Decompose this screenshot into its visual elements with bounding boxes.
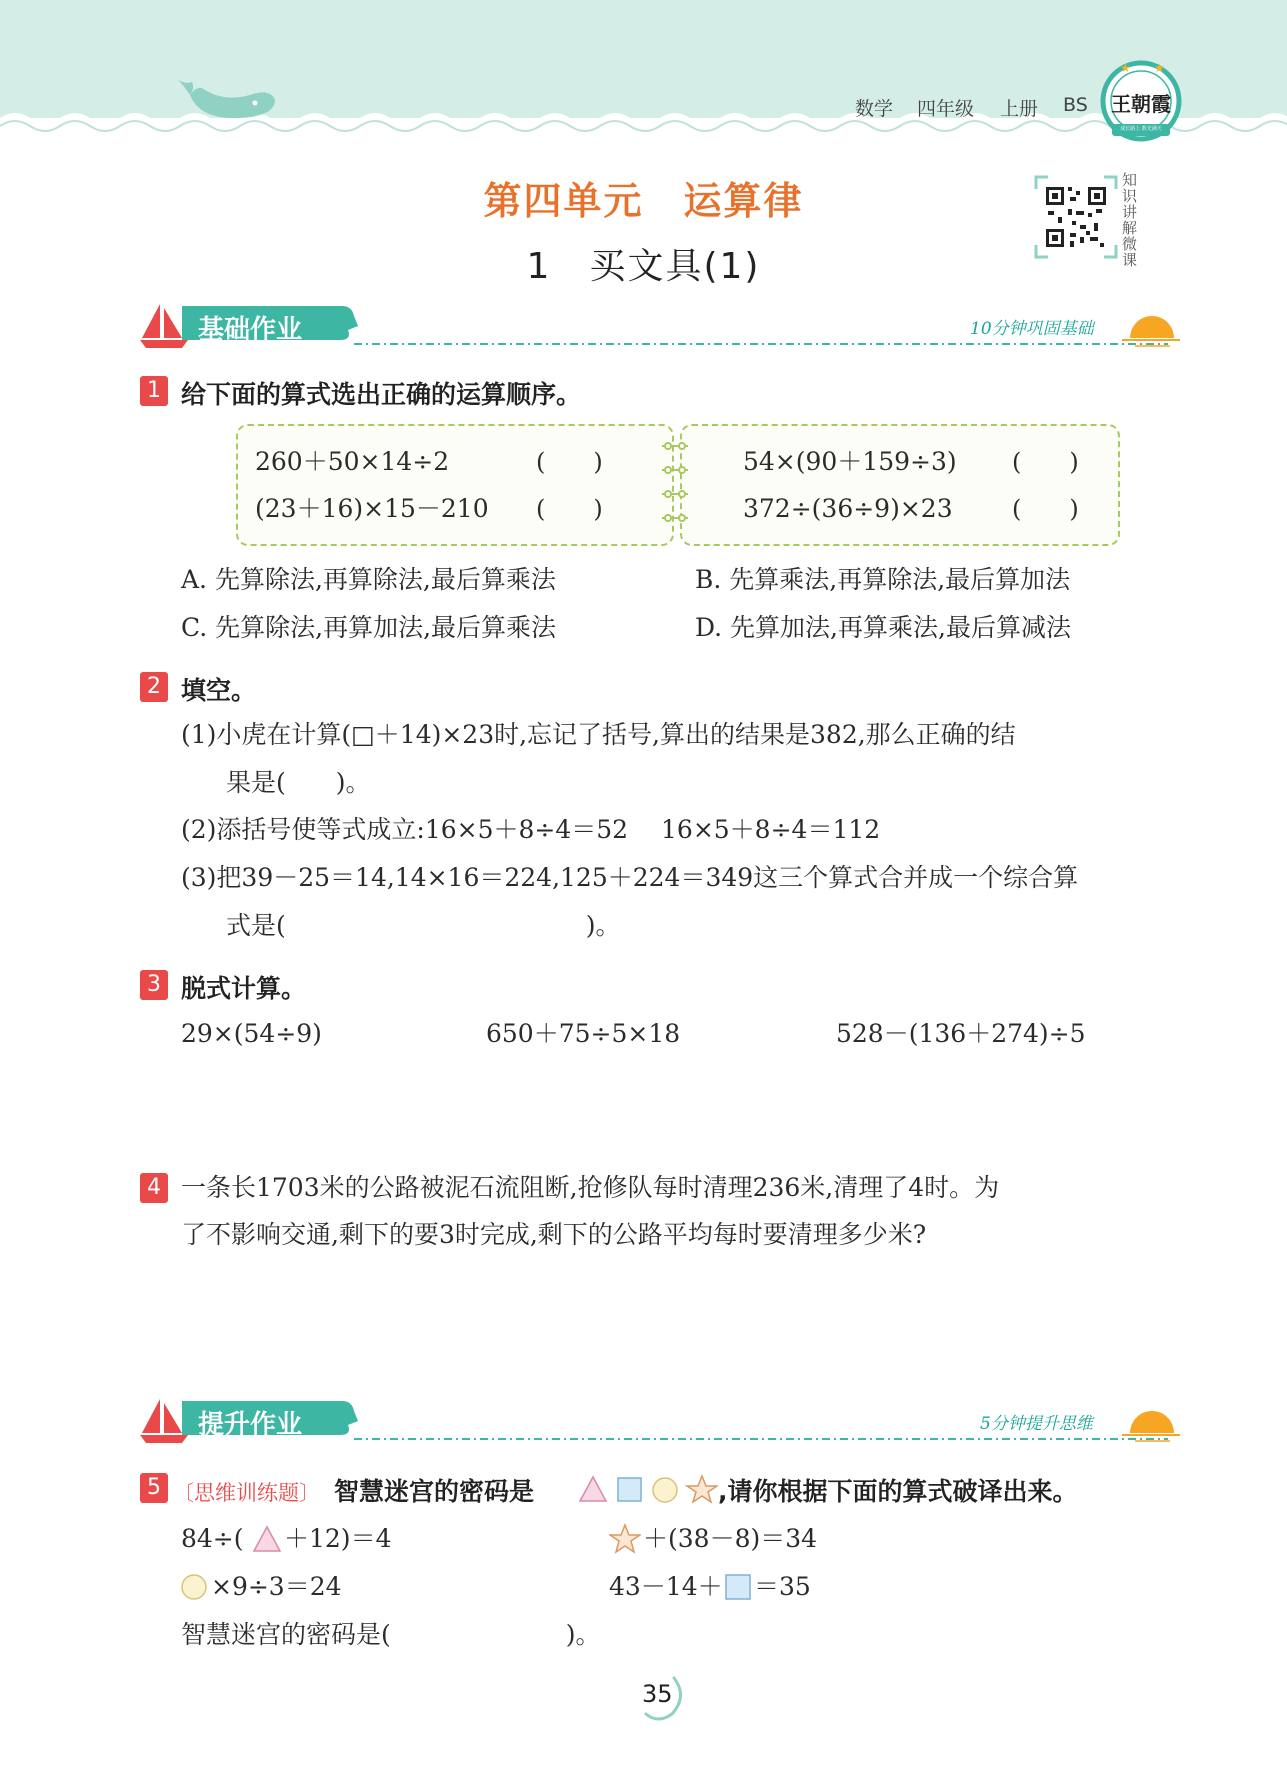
answer-blank[interactable]: ( ) [1012,448,1079,476]
expression-box-left [236,424,674,546]
section-banner-basic [140,300,1180,350]
q2-part1-line1: (1)小虎在计算(□＋14)×23时,忘记了括号,算出的结果是382,那么正确的结 [181,720,1016,749]
circle-icon [179,1572,209,1602]
sun-icon [1122,316,1180,346]
calc-expression: 29×(54÷9) [181,1019,322,1048]
question-title: 脱式计算。 [181,974,307,1003]
option-a: A. 先算除法,再算除法,最后算乘法 [181,565,556,594]
question-title: 填空。 [181,676,257,705]
equation-part: ＋(38－8)＝34 [643,1524,818,1553]
binder-rings [658,428,692,538]
q2-part1-line2[interactable]: 果是( )。 [226,768,371,797]
question-title: 智慧迷宫的密码是 [334,1477,535,1506]
unit-title: 第四单元 运算律 [483,179,804,223]
question-title: 给下面的算式选出正确的运算顺序。 [181,380,582,409]
section-label: 基础作业 [198,315,303,345]
svg-text:★: ★ [1154,61,1165,75]
expression: 260＋50×14÷2 [255,447,450,476]
question-number: 2 [140,672,168,702]
q2-part2-line: (2)添括号使等式成立:16×5＋8÷4＝52 16×5＋8÷4＝112 [181,815,881,844]
calc-expression: 650＋75÷5×18 [486,1019,681,1048]
question-number: 5 [140,1473,168,1503]
edition-label: BS [1063,94,1088,116]
grade-label: 四年级 [917,98,975,120]
option-b: B. 先算乘法,再算除法,最后算加法 [695,565,1071,594]
password-symbols [578,1474,718,1504]
section-hint: 5分钟提升思维 [980,1414,1093,1434]
answer-blank[interactable]: ( ) [536,495,603,523]
calc-expression: 528－(136＋274)÷5 [836,1019,1086,1048]
expression-box-right [680,424,1120,546]
expression: 54×(90＋159÷3) [743,447,957,476]
question-number: 4 [140,1173,168,1203]
answer-blank[interactable]: ( ) [1012,495,1079,523]
subject-label: 数学 [855,98,894,120]
q2-part3-line2[interactable]: 式是( )。 [226,911,621,940]
header-wave-band [0,0,1287,150]
q4-line2: 了不影响交通,剩下的要3时完成,剩下的公路平均每时要清理多少米? [181,1220,927,1249]
q5-answer-line[interactable]: 智慧迷宫的密码是( )。 [181,1620,601,1649]
q2-part3-line1: (3)把39－25＝14,14×16＝224,125＋224＝349这三个算式合并成一个综合算 [181,863,1079,892]
qr-code[interactable] [1034,175,1118,259]
sun-icon [1122,1411,1180,1441]
equation-part: 84÷( [181,1524,244,1553]
brand-slogan: 成长路上 数光满天 [1120,126,1162,132]
brand-name: 王朝霞 [1111,92,1171,116]
section-banner-advanced [140,1395,1180,1445]
volume-label: 上册 [1000,98,1039,120]
option-d: D. 先算加法,再算乘法,最后算减法 [695,613,1071,642]
brand-logo [1098,58,1184,144]
square-icon [618,1478,641,1501]
equation-part: ×9÷3＝24 [211,1572,342,1601]
section-label: 提升作业 [198,1410,303,1440]
star-icon [687,1476,717,1502]
question-number: 1 [140,376,168,406]
triangle-icon [252,1524,282,1554]
equation-part: 43－14＋ [609,1572,723,1601]
star-icon [609,1523,641,1555]
question-tag: 〔思维训练题〕 [173,1481,320,1505]
equation-part: ＝35 [754,1572,811,1601]
triangle-icon [580,1477,606,1501]
question-title-rest: ,请你根据下面的算式破译出来。 [718,1477,1078,1506]
q4-line1: 一条长1703米的公路被泥石流阻断,抢修队每时清理236米,清理了4时。为 [181,1173,1000,1202]
expression: 372÷(36÷9)×23 [743,494,953,523]
option-c: C. 先算除法,再算加法,最后算乘法 [181,613,557,642]
square-icon [724,1573,752,1601]
equation-part: ＋12)＝4 [284,1524,392,1553]
qr-caption: 知识讲解微课 [1122,171,1138,269]
section-hint: 10分钟巩固基础 [970,319,1094,339]
expression: (23＋16)×15－210 [255,494,489,523]
svg-text:★: ★ [1120,61,1131,75]
question-number: 3 [140,970,168,1000]
circle-icon [653,1478,677,1502]
page-number: 35 [642,1680,673,1708]
lesson-title: 1 买文具(1) [526,246,761,287]
answer-blank[interactable]: ( ) [536,448,603,476]
